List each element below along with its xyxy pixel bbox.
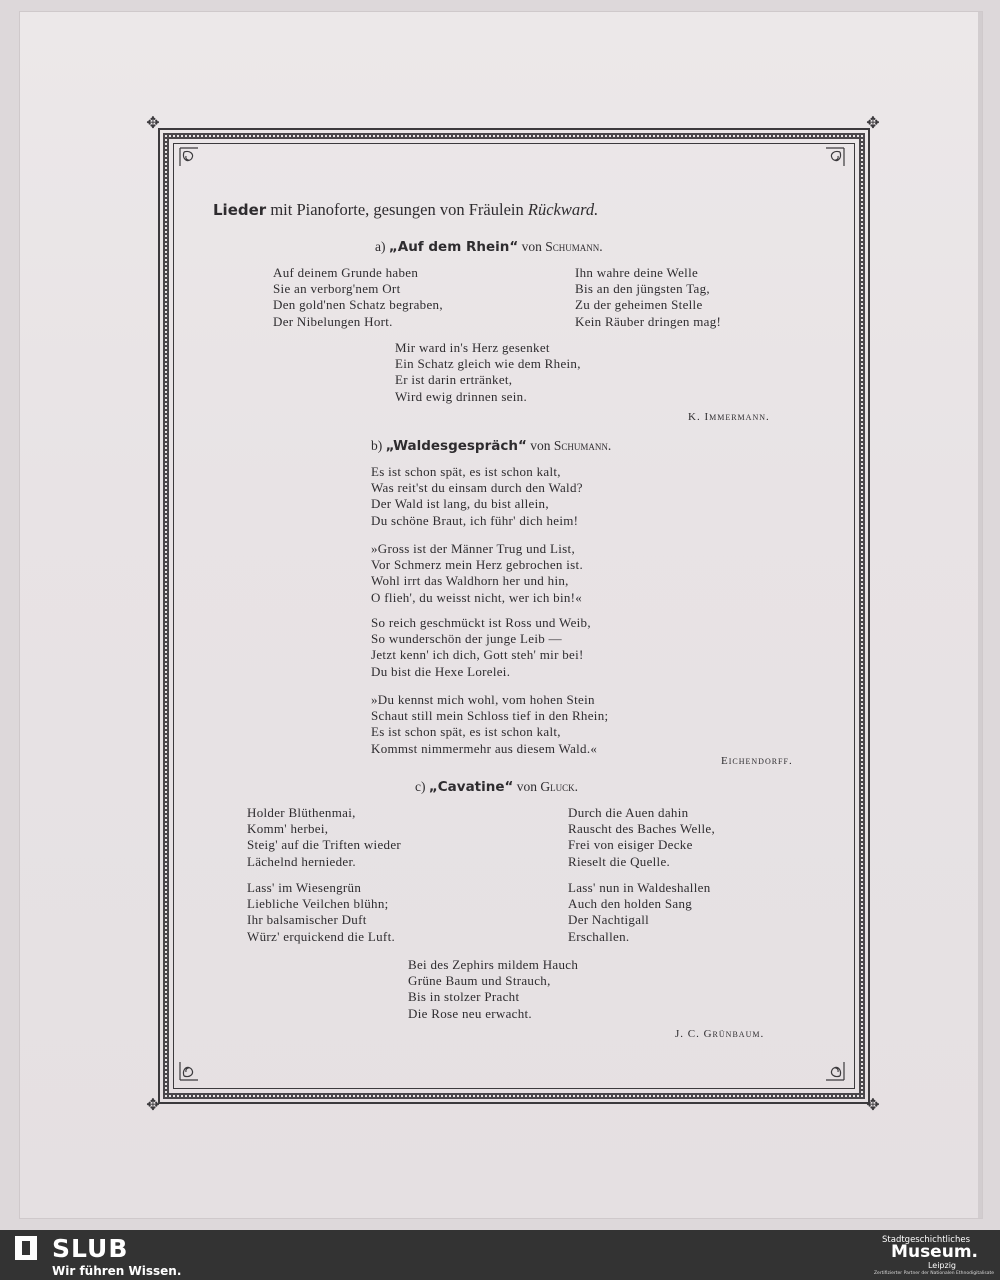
song-by: von: [518, 239, 546, 254]
song-title-c: [415, 779, 578, 795]
song-prefix: a): [375, 239, 386, 254]
heading-bold: Lieder: [213, 201, 267, 219]
song-composer: Schumann.: [553, 438, 612, 453]
song-name: „Cavatine“: [428, 779, 514, 795]
stanza-b-3: So reich geschmückt ist Ross und Weib, So wunderschön der junge Leib — Jetzt kenn' ich dich, Gott steh' mir bei! Du bist die Hexe Lorelei.: [371, 615, 591, 679]
museum-city: Leipzig: [927, 1261, 956, 1270]
song-prefix: c): [415, 779, 426, 794]
song-by: von: [513, 779, 541, 794]
song-composer: Gluck.: [540, 779, 579, 794]
verse-c-center: Bei des Zephirs mildem Hauch Grüne Baum und Strauch, Bis in stolzer Pracht Die Rose neu erwacht.: [408, 957, 579, 1021]
song-composer: Schumann.: [545, 239, 603, 254]
song-prefix: b): [371, 438, 383, 453]
museum-label: Stadtgeschichtliches: [882, 1235, 970, 1245]
verse-a-left: Auf deinem Grunde haben Sie an verborg'nem Ort Den gold'nen Schatz begraben, Der Nibelungen Hort.: [273, 265, 443, 329]
verse-c-right-1: Durch die Auen dahin Rauscht des Baches Welle, Frei von eisiger Decke Rieselt die Quelle.: [568, 805, 716, 869]
stanza-b-4: »Du kennst mich wohl, vom hohen Stein Schaut still mein Schloss tief in den Rhein; Es ist schon spät, es ist schon kalt, Kommst nimmermehr aus diesem Wald.«: [371, 692, 609, 756]
library-name[interactable]: SLUB: [52, 1234, 129, 1263]
stanza-b-2: »Gross ist der Männer Trug und List, Vor Schmerz mein Herz gebrochen ist. Wohl irrt das Waldhorn her und hin, O flieh', du weisst nicht, wer ich bin!«: [371, 541, 583, 605]
corner-ornament-icon: ✥: [866, 1095, 880, 1114]
author-a: K. Immermann.: [688, 411, 770, 423]
author-c: J. C. Grünbaum.: [675, 1028, 765, 1040]
verse-c-left-2: Lass' im Wiesengrün Liebliche Veilchen blühn; Ihr balsamischer Duft Würz' erquickend die Luft.: [247, 880, 396, 944]
song-title-a: [375, 239, 603, 255]
song-by: von: [526, 438, 554, 453]
corner-ornament-icon: ✥: [146, 1095, 160, 1114]
verse-c-right-2: Lass' nun in Waldeshallen Auch den holden Sang Der Nachtigall Erschallen.: [568, 880, 711, 944]
museum-name[interactable]: Museum.: [891, 1242, 978, 1262]
heading-singer: Rückward.: [527, 200, 599, 219]
programme-heading: [213, 200, 598, 220]
museum-certification: Zertifizierter Partner der Nationalen Ethnodigitalisate: [873, 1271, 994, 1276]
stanza-b-1: Es ist schon spät, es ist schon kalt, Was reit'st du einsam durch den Wald? Der Wald ist lang, du bist allein, Du schöne Braut, ich führ' dich heim!: [371, 464, 583, 528]
library-tagline: Wir führen Wissen.: [52, 1264, 182, 1278]
heading-middle: mit Pianoforte, gesungen von Fräulein: [266, 200, 528, 219]
song-name: „Waldesgespräch“: [385, 438, 527, 454]
verse-a-right: Ihn wahre deine Welle Bis an den jüngsten Tag, Zu der geheimen Stelle Kein Räuber dringen mag!: [575, 265, 722, 329]
corner-ornament-icon: ✥: [146, 113, 160, 132]
verse-c-left-1: Holder Blüthenmai, Komm' herbei, Steig' auf die Triften wieder Lächelnd hernieder.: [247, 805, 402, 869]
verse-a-center: Mir ward in's Herz gesenket Ein Schatz gleich wie dem Rhein, Er ist darin ertränket, Wird ewig drinnen sein.: [395, 340, 581, 404]
song-name: „Auf dem Rhein“: [388, 239, 519, 255]
song-title-b: [371, 438, 611, 454]
corner-ornament-icon: ✥: [866, 113, 880, 132]
author-b: Eichendorff.: [721, 755, 793, 767]
slub-logo-icon[interactable]: [15, 1236, 37, 1260]
